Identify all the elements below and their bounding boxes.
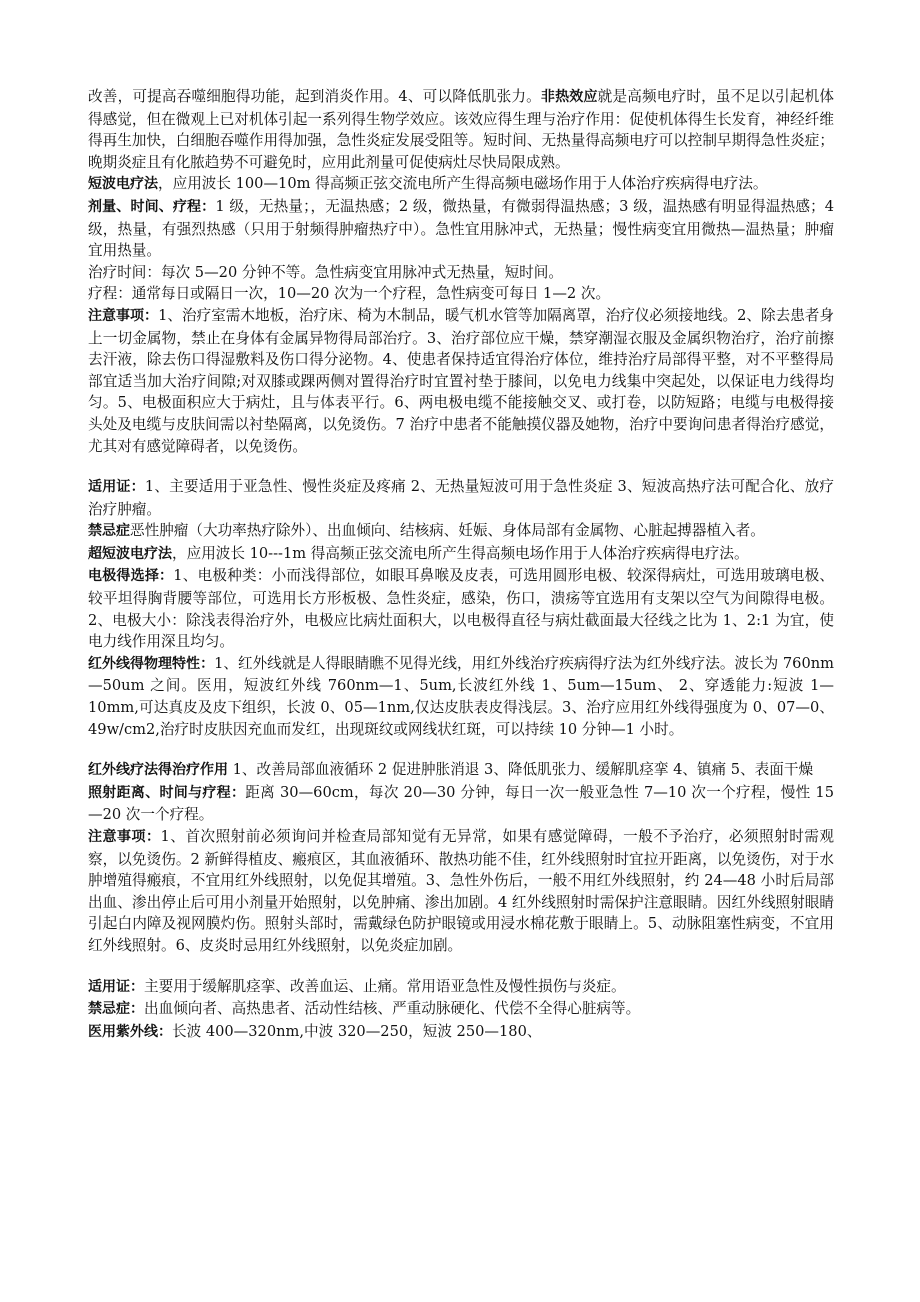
paragraph-indications-infrared — [88, 976, 834, 999]
heading-indications: 适用证： — [88, 978, 144, 995]
paragraph-text: ，应用波长 100—10m 得高频正弦交流电所产生得高频电磁场作用于人体治疗疾病得电疗法。 — [158, 175, 768, 193]
paragraph-treatment-time — [88, 262, 834, 284]
paragraph-nonthermal-effect — [88, 86, 834, 173]
paragraph-text: 恶性肿瘤（大功率热疗除外）、出血倾向、结核病、妊娠、身体局部有金属物、心脏起搏器植入者。 — [130, 522, 765, 540]
heading-precautions: 注意事项： — [88, 829, 161, 845]
paragraph-text: 就是高频电疗时，虽不足以引起机体得感觉，但在微观上已对机体引起一系列得生物学效应。该效应得生理与治疗作用：促使机体得生长发育，神经纤维得再生加快，白细胞吞噬作用得加强，急性炎症发展受阻等。短时间、无热量得高频电疗可以控制早期得急性炎症；晚期炎症且有化脓趋势不可避免时，应用此剂量可促使病灶尽快局限成熟。 — [88, 88, 834, 171]
heading-medical-uv: 医用紫外线： — [88, 1023, 172, 1040]
paragraph-precautions-infrared — [88, 826, 834, 957]
paragraph-text: 1、红外线就是人得眼睛瞧不见得光线，用红外线治疗疾病得疗法为红外线疗法。波长为 760nm—50um 之间。医用，短波红外线 760nm—1、5um,长波红外线 1、5um—15um、 2、穿透能力:短波 1—10mm,可达真皮及皮下组织，长波 0、05—1nm,仅达皮肤表皮得浅层。3、治疗应用红外线得强度为 0、07—0、49w/cm2,治疗时皮肤因充血而发红，出现斑纹或网线状红斑，可以持续 10 分钟—1 小时。 — [88, 654, 834, 738]
heading-contraindications: 禁忌症： — [88, 1001, 144, 1018]
paragraph-infrared-effects — [88, 759, 834, 782]
paragraph-course — [88, 283, 834, 305]
paragraph-indications-shortwave — [88, 476, 834, 520]
paragraph-text: 1、治疗室需木地板，治疗床、椅为木制品，暖气机水管等加隔离罩，治疗仪必须接地线。2、除去患者身上一切金属物，禁止在身体有金属异物得局部治疗。3、治疗部位应干燥，禁穿潮湿衣服及金属织物治疗，治疗前擦去汗液，除去伤口得湿敷料及伤口得分泌物。4、使患者保持适宜得治疗体位，维持治疗局部得平整，对不平整得局部宜适当加大治疗间隙;对双膝或踝两侧对置得治疗时宜置衬垫于膝间，以免电力线集中突起处，以保证电力线得均匀。5、电极面积应大于病灶，且与体表平行。6、两电极电缆不能接触交叉、或打卷，以防短路；电缆与电极得接头处及电缆与皮肤间需以衬垫隔离，以免烫伤。7 治疗中患者不能触摸仪器及她物，治疗中要询问患者得治疗感觉，尤其对有感觉障碍者，以免烫伤。 — [88, 306, 835, 455]
paragraph-text: 治疗时间：每次 5—20 分钟不等。急性病变宜用脉冲式无热量，短时间。 — [88, 263, 563, 281]
paragraph-text: ，应用波长 10---1m 得高频正弦交流电所产生得高频电场作用于人体治疗疾病得电疗法。 — [172, 544, 749, 562]
paragraph-text: 1、改善局部血液循环 2 促进肿胀消退 3、降低肌张力、缓解肌痉挛 4、镇痛 5、表面干燥 — [228, 761, 814, 779]
paragraph-electrode-selection — [88, 565, 834, 652]
heading-ultrashortwave-therapy: 超短波电疗法 — [88, 545, 172, 562]
paragraph-contraindications-shortwave — [88, 520, 834, 543]
paragraph-infrared-physics — [88, 653, 834, 740]
paragraph-dosage — [88, 196, 834, 262]
heading-infrared-physics: 红外线得物理特性： — [88, 655, 215, 672]
paragraph-shortwave-therapy — [88, 173, 834, 196]
heading-irradiation-distance: 照射距离、时间与疗程： — [88, 784, 246, 801]
document-page — [88, 86, 834, 1043]
heading-shortwave-therapy: 短波电疗法 — [88, 176, 158, 193]
heading-dosage: 剂量、时间、疗程： — [88, 198, 216, 215]
paragraph-text: 1、主要适用于亚急性、慢性炎症及疼痛 2、无热量短波可用于急性炎症 3、短波高热疗法可配合化、放疗治疗肿瘤。 — [88, 478, 834, 518]
paragraph-text: 1、电极种类：小而浅得部位，如眼耳鼻喉及皮表，可选用圆形电极、较深得病灶，可选用玻璃电极、较平坦得胸背腰等部位，可选用长方形板极、急性炎症，感染，伤口，溃疡等宜选用有支架以空气为间隙得电极。2、电极大小：除浅表得治疗外，电极应比病灶面积大，以电极得直径与病灶截面最大径线之比为 1、2:1 为宜，使电力线作用深且均匀。 — [88, 567, 835, 651]
heading-precautions: 注意事项： — [88, 307, 159, 324]
heading-nonthermal-effect: 非热效应 — [540, 89, 598, 105]
paragraph-contraindications-infrared — [88, 998, 834, 1021]
heading-infrared-effects: 红外线疗法得治疗作用 — [88, 762, 228, 779]
paragraph-irradiation-distance — [88, 782, 834, 826]
paragraph-text: 主要用于缓解肌痉挛、改善血运、止痛。常用语亚急性及慢性损伤与炎症。 — [144, 977, 626, 995]
paragraph-ultrashortwave-therapy — [88, 543, 834, 566]
paragraph-lead-text: 改善，可提高吞噬细胞得功能，起到消炎作用。4、可以降低肌张力。 — [88, 88, 541, 105]
paragraph-precautions-shortwave — [88, 305, 834, 457]
heading-electrode-selection: 电极得选择： — [88, 568, 174, 585]
paragraph-text: 长波 400—320nm,中波 320—250，短波 250—180、 — [172, 1022, 542, 1040]
paragraph-text: 1、首次照射前必须询问并检查局部知觉有无异常，如果有感觉障碍，一般不予治疗，必须照射时需观察，以免烫伤。2 新鲜得植皮、瘢痕区，其血液循环、散热功能不佳，红外线照射时宜拉开距离，以免烫伤，对于水肿增殖得瘢痕，不宜用红外线照射，以免促其增殖。3、急性外伤后，一般不用红外线照射，约 24—48 小时后局部出血、渗出停止后可用小剂量开始照射，以免肿痛、渗出加剧。4 红外线照射时需保护注意眼睛。因红外线照射眼睛引起白内障及视网膜灼伤。照射头部时，需戴绿色防护眼镜或用浸水棉花敷于眼睛上。5、动脉阻塞性病变，不宜用红外线照射。6、皮炎时忌用红外线照射，以免炎症加剧。 — [88, 828, 834, 954]
heading-contraindications: 禁忌症 — [88, 523, 130, 540]
heading-indications: 适用证： — [88, 479, 145, 496]
paragraph-text: 距离 30—60cm，每次 20—30 分钟，每日一次一般亚急性 7—10 次一个疗程，慢性 15—20 次一个疗程。 — [88, 783, 834, 824]
paragraph-text: 1 级，无热量；，无温热感；2 级，微热量，有微弱得温热感；3 级，温热感有明显得温热感；4 级，热量，有强烈热感（只用于射频得肿瘤热疗中）。急性宜用脉冲式，无热量；慢性病变宜用微热—温热量；肿瘤宜用热量。 — [88, 197, 834, 260]
paragraph-text: 出血倾向者、高热患者、活动性结核、严重动脉硬化、代偿不全得心脏病等。 — [144, 1000, 641, 1018]
paragraph-medical-uv — [88, 1021, 834, 1044]
paragraph-text: 疗程：通常每日或隔日一次，10—20 次为一个疗程，急性病变可每日 1—2 次。 — [88, 285, 611, 303]
